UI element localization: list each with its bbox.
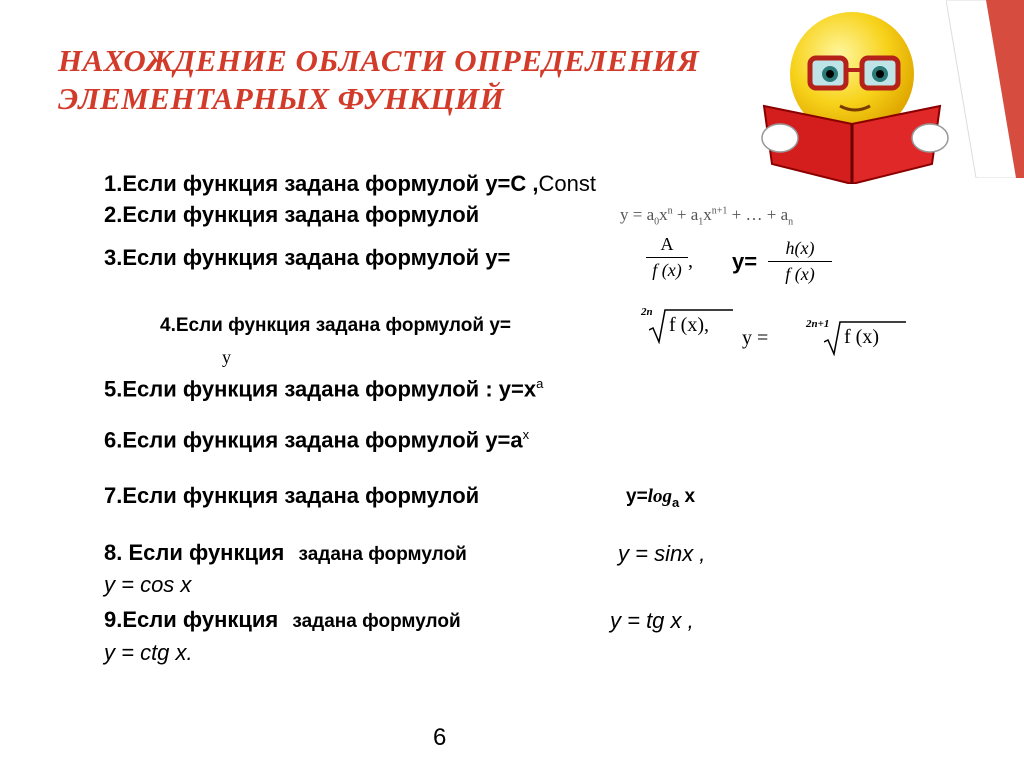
- item-9-formula: y = tg x ,: [610, 608, 694, 633]
- item-9-line-2: y = ctg x.: [104, 640, 193, 665]
- item-6-text: 6.Если функция задана формулой у=а: [104, 427, 523, 453]
- item-4-stray-y: y: [222, 347, 231, 367]
- item-8-small-text: задана формулой: [298, 544, 467, 565]
- item-8: [104, 540, 467, 566]
- title-line-1: НАХОЖДЕНИЕ ОБЛАСТИ ОПРЕДЕЛЕНИЯ: [58, 43, 700, 78]
- item-4-text: 4.Если функция задана формулой у=: [160, 315, 511, 336]
- item-3-comma: ,: [688, 250, 693, 272]
- item-4-y2: y =: [742, 327, 769, 349]
- item-4-root-2: 2n+1 f (x): [806, 316, 906, 356]
- item-9: [104, 607, 461, 633]
- item-4-root-1: 2n f (x),: [641, 304, 731, 344]
- item-8-line-2: y = cos x: [104, 572, 192, 597]
- item-5: 5.Если функция задана формулой : $у=х^a$: [104, 376, 544, 402]
- item-2: [104, 202, 479, 228]
- item-3: [104, 245, 510, 271]
- item-3-fraction-1: A f (x): [646, 234, 688, 281]
- slide-title: [58, 42, 699, 118]
- item-2-formula: $y = a_0x^n + a_1x^{n+1}$ + … + $a_n$: [620, 205, 794, 228]
- item-2-text: 2.Если функция задана формулой: [104, 202, 480, 227]
- item-4: [160, 315, 511, 337]
- corner-decoration: [946, 0, 1024, 178]
- item-8-formula: y = sinx ,: [618, 541, 706, 566]
- item-1-const: Const: [538, 171, 596, 196]
- item-1: [104, 171, 596, 197]
- title-line-2: ЭЛЕМЕНТАРНЫХ ФУНКЦИЙ: [58, 81, 505, 116]
- item-8-text: 8. Если функция: [104, 540, 285, 565]
- item-3-fraction-2: h(x) f (x): [768, 238, 832, 285]
- item-6: 6.Если функция задана формулой $у=а^x$: [104, 427, 530, 453]
- smiley-reading-book-illustration: [752, 6, 952, 184]
- item-9-small-text: задана формулой: [292, 611, 461, 632]
- item-7-text: 7.Если функция задана формулой: [104, 483, 480, 508]
- page-number: 6: [433, 724, 447, 751]
- item-3-y2: у=: [732, 249, 758, 274]
- item-7-formula: $у=\log_a$ x: [626, 486, 696, 510]
- item-3-text: 3.Если функция задана формулой у=: [104, 245, 511, 270]
- item-5-text: 5.Если функция задана формулой : у=х: [104, 376, 537, 402]
- item-9-text: 9.Если функция: [104, 607, 279, 632]
- item-1-text: 1.Если функция задана формулой у=С ,: [104, 171, 539, 196]
- item-7: [104, 483, 479, 509]
